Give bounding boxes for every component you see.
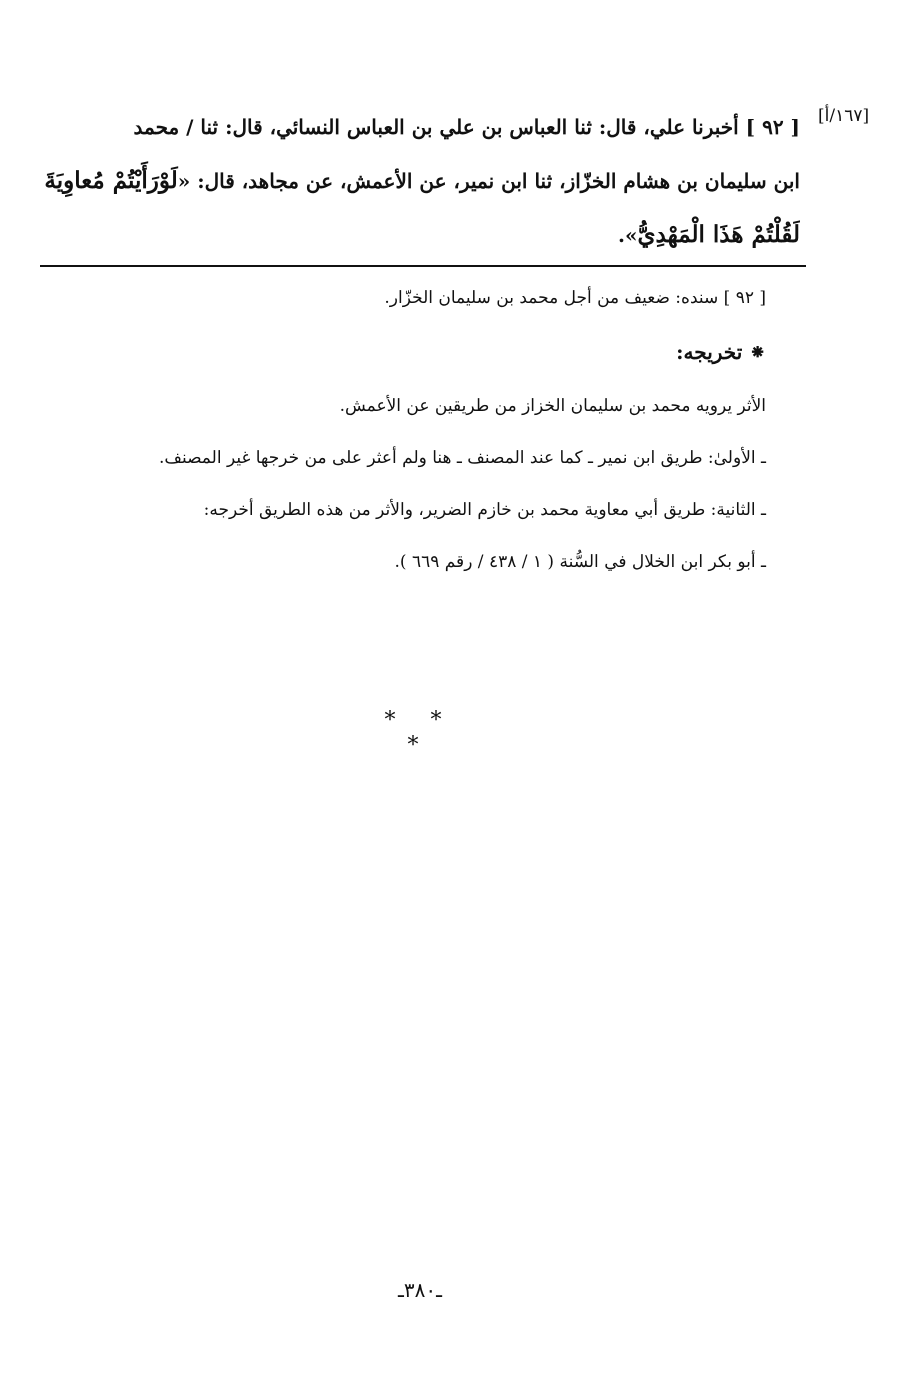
- main-text-line-3-suffix: ».: [618, 223, 638, 247]
- takhrij-paragraph-4: ـ أبو بكر ابن الخلال في السُّنة ( ١ / ٤٣٨ / رقم ٦٦٩ ).: [394, 552, 766, 572]
- section-separator: * * *: [384, 708, 456, 758]
- main-text-line-3: [40, 208, 800, 262]
- quoted-saying-part-2: لَقُلْتُمْ هَذَا الْمَهْدِيُّ: [637, 221, 800, 248]
- takhrij-paragraph-1: الأثر يرويه محمد بن سليمان الخزاز من طريقين عن الأعمش.: [339, 396, 766, 416]
- main-text-line-2: [40, 154, 800, 208]
- main-text-block: [40, 100, 800, 262]
- page-number: ـ٣٨٠ـ: [398, 1278, 442, 1302]
- quoted-saying-part-1: لَوْرَأَيْتُمْ مُعاوِيَةَ: [44, 167, 178, 194]
- main-text-line-2-prefix: ابن سليمان بن هشام الخزّاز، ثنا ابن نمير، عن الأعمش، عن مجاهد، قال: «: [177, 169, 800, 193]
- takhrij-heading: ⁕ تخريجه:: [676, 340, 766, 364]
- footnote-divider-line: [40, 265, 806, 267]
- takhrij-paragraph-2: ـ الأولىٰ: طريق ابن نمير ـ كما عند المصنف ـ هنا ولم أعثر على من خرجها غير المصنف.: [158, 448, 766, 468]
- main-text-line-1: [ ٩٢ ] أخبرنا علي، قال: ثنا العباس بن علي بن العباس النسائي، قال: ثنا / محمد: [133, 115, 800, 139]
- takhrij-paragraph-3: ـ الثانية: طريق أبي معاوية محمد بن خازم الضرير، والأثر من هذه الطريق أخرجه:: [203, 500, 766, 520]
- isnad-note: [ ٩٢ ] سنده: ضعيف من أجل محمد بن سليمان الخزّار.: [384, 288, 766, 308]
- manuscript-folio-reference: [١٦٧/أ]: [818, 106, 870, 126]
